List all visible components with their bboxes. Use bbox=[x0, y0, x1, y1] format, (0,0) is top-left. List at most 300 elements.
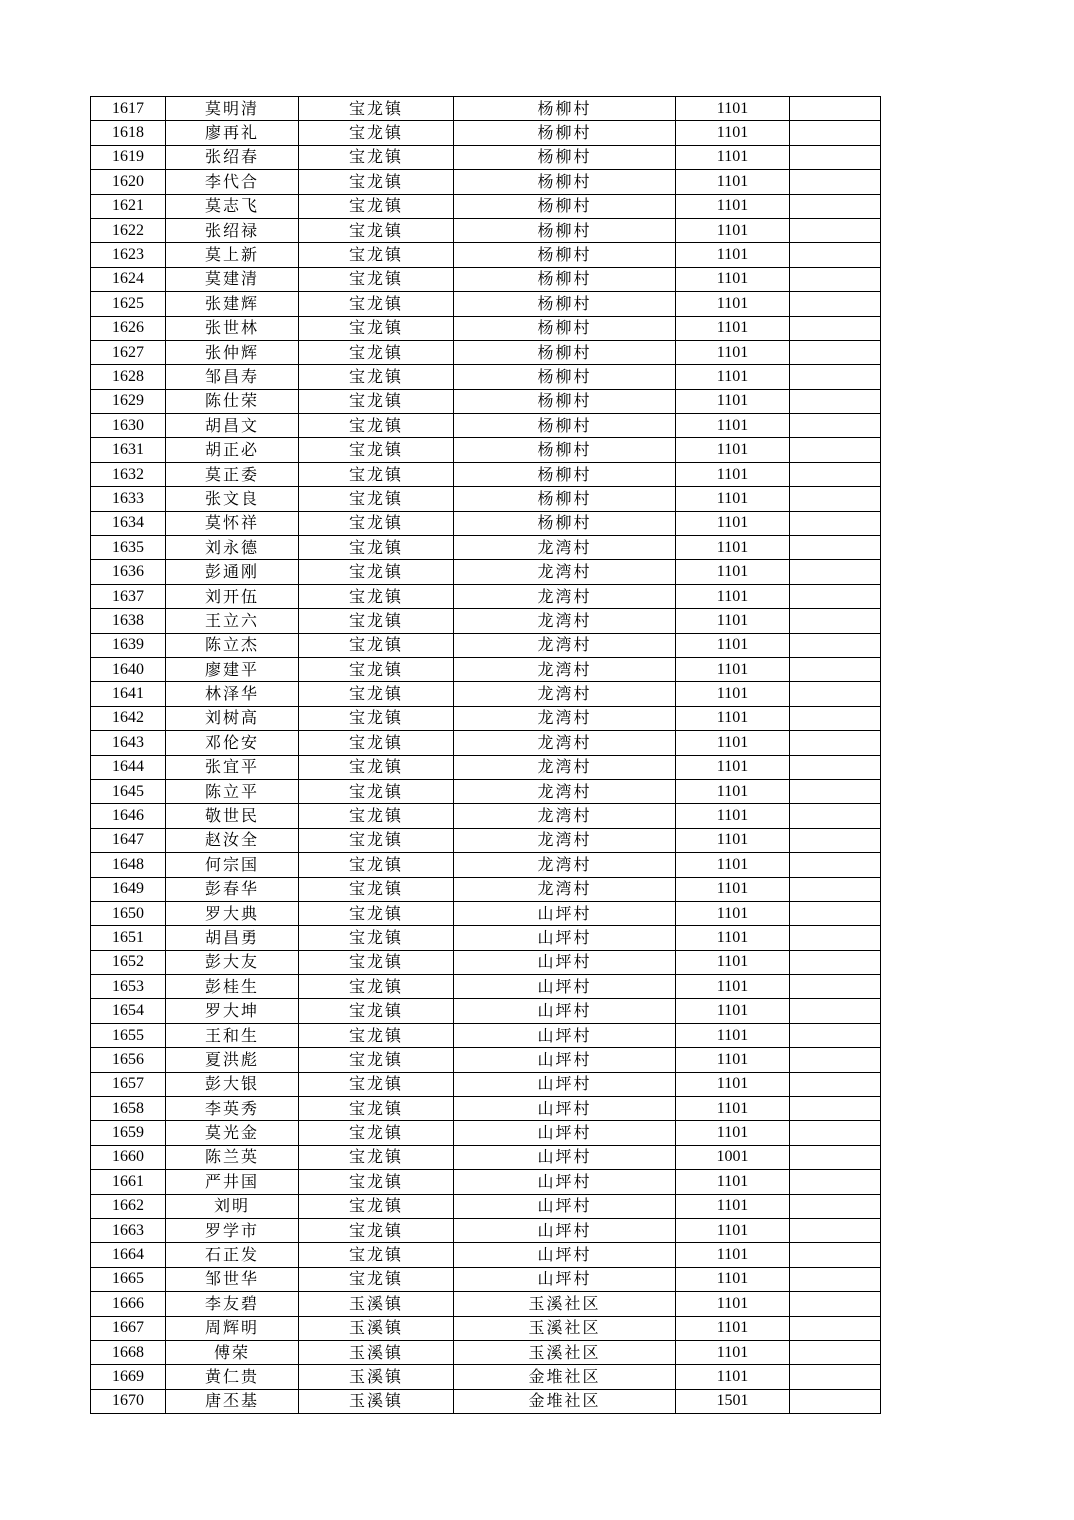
cell-village: 杨柳村 bbox=[454, 316, 676, 340]
cell-town: 宝龙镇 bbox=[299, 536, 454, 560]
cell-note bbox=[790, 414, 881, 438]
cell-name: 严井国 bbox=[166, 1170, 299, 1194]
cell-note bbox=[790, 511, 881, 535]
table-row bbox=[91, 487, 881, 511]
cell-code: 1101 bbox=[676, 316, 790, 340]
cell-town: 宝龙镇 bbox=[299, 804, 454, 828]
cell-village: 龙湾村 bbox=[454, 706, 676, 730]
cell-name: 莫正委 bbox=[166, 462, 299, 486]
cell-code: 1101 bbox=[676, 804, 790, 828]
cell-village: 龙湾村 bbox=[454, 633, 676, 657]
cell-village: 山坪村 bbox=[454, 975, 676, 999]
cell-town: 玉溪镇 bbox=[299, 1389, 454, 1413]
cell-code: 1101 bbox=[676, 97, 790, 121]
cell-town: 宝龙镇 bbox=[299, 414, 454, 438]
roster-body bbox=[91, 97, 881, 1414]
cell-note bbox=[790, 731, 881, 755]
cell-note bbox=[790, 975, 881, 999]
table-row bbox=[91, 950, 881, 974]
cell-village: 龙湾村 bbox=[454, 877, 676, 901]
table-row bbox=[91, 804, 881, 828]
cell-number: 1640 bbox=[91, 657, 166, 681]
cell-village: 山坪村 bbox=[454, 950, 676, 974]
cell-name: 张世林 bbox=[166, 316, 299, 340]
cell-name: 张绍春 bbox=[166, 145, 299, 169]
cell-number: 1630 bbox=[91, 414, 166, 438]
cell-name: 莫上新 bbox=[166, 243, 299, 267]
cell-town: 宝龙镇 bbox=[299, 1145, 454, 1169]
cell-number: 1662 bbox=[91, 1194, 166, 1218]
cell-village: 龙湾村 bbox=[454, 828, 676, 852]
cell-town: 玉溪镇 bbox=[299, 1292, 454, 1316]
table-row bbox=[91, 365, 881, 389]
cell-code: 1101 bbox=[676, 1023, 790, 1047]
cell-code: 1101 bbox=[676, 633, 790, 657]
cell-code: 1101 bbox=[676, 536, 790, 560]
cell-name: 刘明 bbox=[166, 1194, 299, 1218]
table-row bbox=[91, 1365, 881, 1389]
cell-number: 1669 bbox=[91, 1365, 166, 1389]
table-row bbox=[91, 609, 881, 633]
cell-name: 王立六 bbox=[166, 609, 299, 633]
cell-note bbox=[790, 316, 881, 340]
cell-number: 1622 bbox=[91, 218, 166, 242]
table-row bbox=[91, 1316, 881, 1340]
table-row bbox=[91, 1023, 881, 1047]
table-row bbox=[91, 1292, 881, 1316]
cell-note bbox=[790, 462, 881, 486]
cell-note bbox=[790, 828, 881, 852]
cell-name: 唐丕基 bbox=[166, 1389, 299, 1413]
cell-code: 1101 bbox=[676, 1267, 790, 1291]
cell-town: 宝龙镇 bbox=[299, 1121, 454, 1145]
cell-code: 1101 bbox=[676, 828, 790, 852]
cell-code: 1101 bbox=[676, 1194, 790, 1218]
cell-note bbox=[790, 1292, 881, 1316]
cell-village: 山坪村 bbox=[454, 1048, 676, 1072]
cell-code: 1101 bbox=[676, 755, 790, 779]
cell-note bbox=[790, 1243, 881, 1267]
table-row bbox=[91, 901, 881, 925]
table-row bbox=[91, 243, 881, 267]
cell-name: 邓伦安 bbox=[166, 731, 299, 755]
cell-name: 彭春华 bbox=[166, 877, 299, 901]
cell-note bbox=[790, 853, 881, 877]
cell-name: 彭桂生 bbox=[166, 975, 299, 999]
cell-code: 1101 bbox=[676, 218, 790, 242]
cell-village: 杨柳村 bbox=[454, 438, 676, 462]
table-row bbox=[91, 633, 881, 657]
cell-name: 李代合 bbox=[166, 170, 299, 194]
cell-name: 彭大银 bbox=[166, 1072, 299, 1096]
table-row bbox=[91, 1072, 881, 1096]
cell-town: 宝龙镇 bbox=[299, 828, 454, 852]
cell-code: 1101 bbox=[676, 462, 790, 486]
cell-note bbox=[790, 706, 881, 730]
cell-town: 宝龙镇 bbox=[299, 365, 454, 389]
cell-note bbox=[790, 755, 881, 779]
table-row bbox=[91, 1170, 881, 1194]
cell-town: 宝龙镇 bbox=[299, 584, 454, 608]
table-row bbox=[91, 682, 881, 706]
cell-village: 龙湾村 bbox=[454, 560, 676, 584]
cell-code: 1101 bbox=[676, 243, 790, 267]
cell-number: 1633 bbox=[91, 487, 166, 511]
cell-town: 宝龙镇 bbox=[299, 1218, 454, 1242]
cell-code: 1101 bbox=[676, 194, 790, 218]
cell-village: 山坪村 bbox=[454, 1243, 676, 1267]
cell-note bbox=[790, 1048, 881, 1072]
cell-name: 张仲辉 bbox=[166, 340, 299, 364]
cell-town: 宝龙镇 bbox=[299, 975, 454, 999]
roster-table bbox=[90, 96, 881, 1414]
cell-code: 1101 bbox=[676, 414, 790, 438]
cell-town: 宝龙镇 bbox=[299, 560, 454, 584]
cell-number: 1636 bbox=[91, 560, 166, 584]
table-row bbox=[91, 779, 881, 803]
cell-number: 1646 bbox=[91, 804, 166, 828]
cell-note bbox=[790, 438, 881, 462]
cell-town: 宝龙镇 bbox=[299, 877, 454, 901]
cell-note bbox=[790, 1097, 881, 1121]
cell-note bbox=[790, 1072, 881, 1096]
cell-village: 山坪村 bbox=[454, 1097, 676, 1121]
cell-village: 山坪村 bbox=[454, 1218, 676, 1242]
cell-note bbox=[790, 243, 881, 267]
cell-village: 杨柳村 bbox=[454, 414, 676, 438]
cell-village: 山坪村 bbox=[454, 1023, 676, 1047]
cell-name: 莫怀祥 bbox=[166, 511, 299, 535]
cell-town: 宝龙镇 bbox=[299, 609, 454, 633]
table-row bbox=[91, 194, 881, 218]
cell-note bbox=[790, 1365, 881, 1389]
cell-name: 傅荣 bbox=[166, 1340, 299, 1364]
cell-village: 山坪村 bbox=[454, 926, 676, 950]
cell-note bbox=[790, 121, 881, 145]
table-row bbox=[91, 389, 881, 413]
cell-name: 张建辉 bbox=[166, 292, 299, 316]
table-row bbox=[91, 1145, 881, 1169]
cell-town: 宝龙镇 bbox=[299, 1072, 454, 1096]
cell-note bbox=[790, 926, 881, 950]
cell-note bbox=[790, 804, 881, 828]
cell-village: 山坪村 bbox=[454, 1072, 676, 1096]
cell-name: 何宗国 bbox=[166, 853, 299, 877]
cell-number: 1635 bbox=[91, 536, 166, 560]
cell-name: 刘开伍 bbox=[166, 584, 299, 608]
cell-name: 彭通刚 bbox=[166, 560, 299, 584]
cell-note bbox=[790, 389, 881, 413]
cell-name: 罗大典 bbox=[166, 901, 299, 925]
table-row bbox=[91, 1267, 881, 1291]
cell-number: 1628 bbox=[91, 365, 166, 389]
cell-note bbox=[790, 682, 881, 706]
cell-code: 1101 bbox=[676, 609, 790, 633]
cell-number: 1661 bbox=[91, 1170, 166, 1194]
cell-town: 宝龙镇 bbox=[299, 97, 454, 121]
cell-village: 山坪村 bbox=[454, 999, 676, 1023]
cell-village: 玉溪社区 bbox=[454, 1292, 676, 1316]
cell-village: 杨柳村 bbox=[454, 97, 676, 121]
cell-name: 胡昌勇 bbox=[166, 926, 299, 950]
cell-number: 1637 bbox=[91, 584, 166, 608]
table-row bbox=[91, 462, 881, 486]
cell-code: 1101 bbox=[676, 267, 790, 291]
cell-note bbox=[790, 633, 881, 657]
cell-name: 胡昌文 bbox=[166, 414, 299, 438]
cell-code: 1101 bbox=[676, 731, 790, 755]
cell-code: 1101 bbox=[676, 1048, 790, 1072]
cell-village: 金堆社区 bbox=[454, 1389, 676, 1413]
cell-note bbox=[790, 901, 881, 925]
cell-code: 1101 bbox=[676, 901, 790, 925]
cell-name: 赵汝全 bbox=[166, 828, 299, 852]
cell-town: 宝龙镇 bbox=[299, 243, 454, 267]
cell-name: 莫志飞 bbox=[166, 194, 299, 218]
cell-town: 玉溪镇 bbox=[299, 1340, 454, 1364]
cell-name: 莫光金 bbox=[166, 1121, 299, 1145]
cell-village: 杨柳村 bbox=[454, 340, 676, 364]
table-row bbox=[91, 267, 881, 291]
table-row bbox=[91, 1340, 881, 1364]
cell-note bbox=[790, 1218, 881, 1242]
cell-town: 宝龙镇 bbox=[299, 901, 454, 925]
cell-code: 1101 bbox=[676, 1292, 790, 1316]
cell-name: 张宜平 bbox=[166, 755, 299, 779]
cell-code: 1101 bbox=[676, 145, 790, 169]
cell-code: 1101 bbox=[676, 1170, 790, 1194]
table-row bbox=[91, 414, 881, 438]
cell-name: 胡正必 bbox=[166, 438, 299, 462]
cell-note bbox=[790, 999, 881, 1023]
cell-number: 1626 bbox=[91, 316, 166, 340]
cell-village: 龙湾村 bbox=[454, 682, 676, 706]
cell-number: 1643 bbox=[91, 731, 166, 755]
table-row bbox=[91, 657, 881, 681]
cell-note bbox=[790, 1389, 881, 1413]
cell-code: 1101 bbox=[676, 1097, 790, 1121]
cell-note bbox=[790, 1145, 881, 1169]
cell-number: 1629 bbox=[91, 389, 166, 413]
cell-number: 1658 bbox=[91, 1097, 166, 1121]
cell-code: 1101 bbox=[676, 511, 790, 535]
cell-name: 陈立平 bbox=[166, 779, 299, 803]
cell-number: 1664 bbox=[91, 1243, 166, 1267]
cell-town: 宝龙镇 bbox=[299, 755, 454, 779]
cell-note bbox=[790, 560, 881, 584]
table-row bbox=[91, 731, 881, 755]
cell-name: 夏洪彪 bbox=[166, 1048, 299, 1072]
cell-code: 1101 bbox=[676, 682, 790, 706]
table-row bbox=[91, 121, 881, 145]
cell-town: 宝龙镇 bbox=[299, 389, 454, 413]
cell-village: 杨柳村 bbox=[454, 243, 676, 267]
cell-code: 1101 bbox=[676, 950, 790, 974]
cell-code: 1101 bbox=[676, 779, 790, 803]
cell-name: 陈立杰 bbox=[166, 633, 299, 657]
cell-village: 杨柳村 bbox=[454, 170, 676, 194]
cell-code: 1501 bbox=[676, 1389, 790, 1413]
cell-village: 龙湾村 bbox=[454, 584, 676, 608]
cell-number: 1620 bbox=[91, 170, 166, 194]
cell-code: 1101 bbox=[676, 121, 790, 145]
cell-name: 王和生 bbox=[166, 1023, 299, 1047]
cell-name: 林泽华 bbox=[166, 682, 299, 706]
cell-number: 1656 bbox=[91, 1048, 166, 1072]
cell-village: 杨柳村 bbox=[454, 511, 676, 535]
table-row bbox=[91, 828, 881, 852]
cell-code: 1101 bbox=[676, 292, 790, 316]
cell-number: 1651 bbox=[91, 926, 166, 950]
cell-note bbox=[790, 1194, 881, 1218]
cell-name: 陈兰英 bbox=[166, 1145, 299, 1169]
cell-number: 1623 bbox=[91, 243, 166, 267]
cell-code: 1101 bbox=[676, 584, 790, 608]
cell-number: 1648 bbox=[91, 853, 166, 877]
cell-code: 1001 bbox=[676, 1145, 790, 1169]
table-row bbox=[91, 170, 881, 194]
cell-note bbox=[790, 1340, 881, 1364]
cell-town: 宝龙镇 bbox=[299, 121, 454, 145]
cell-code: 1101 bbox=[676, 999, 790, 1023]
cell-note bbox=[790, 1267, 881, 1291]
table-row bbox=[91, 1218, 881, 1242]
cell-town: 宝龙镇 bbox=[299, 1023, 454, 1047]
cell-code: 1101 bbox=[676, 560, 790, 584]
cell-town: 宝龙镇 bbox=[299, 145, 454, 169]
cell-code: 1101 bbox=[676, 706, 790, 730]
cell-note bbox=[790, 1121, 881, 1145]
cell-village: 杨柳村 bbox=[454, 267, 676, 291]
cell-note bbox=[790, 218, 881, 242]
cell-code: 1101 bbox=[676, 1243, 790, 1267]
cell-number: 1624 bbox=[91, 267, 166, 291]
cell-number: 1657 bbox=[91, 1072, 166, 1096]
cell-number: 1655 bbox=[91, 1023, 166, 1047]
cell-town: 宝龙镇 bbox=[299, 950, 454, 974]
cell-number: 1667 bbox=[91, 1316, 166, 1340]
cell-number: 1660 bbox=[91, 1145, 166, 1169]
cell-village: 杨柳村 bbox=[454, 462, 676, 486]
table-row bbox=[91, 755, 881, 779]
cell-note bbox=[790, 950, 881, 974]
cell-note bbox=[790, 170, 881, 194]
table-row bbox=[91, 584, 881, 608]
cell-number: 1617 bbox=[91, 97, 166, 121]
cell-village: 龙湾村 bbox=[454, 657, 676, 681]
cell-town: 宝龙镇 bbox=[299, 170, 454, 194]
cell-village: 杨柳村 bbox=[454, 145, 676, 169]
cell-town: 玉溪镇 bbox=[299, 1365, 454, 1389]
cell-name: 黄仁贵 bbox=[166, 1365, 299, 1389]
cell-town: 宝龙镇 bbox=[299, 511, 454, 535]
cell-note bbox=[790, 487, 881, 511]
cell-village: 山坪村 bbox=[454, 1267, 676, 1291]
cell-name: 罗大坤 bbox=[166, 999, 299, 1023]
cell-number: 1647 bbox=[91, 828, 166, 852]
cell-code: 1101 bbox=[676, 1121, 790, 1145]
cell-town: 宝龙镇 bbox=[299, 1097, 454, 1121]
cell-town: 宝龙镇 bbox=[299, 706, 454, 730]
cell-village: 山坪村 bbox=[454, 1194, 676, 1218]
cell-name: 李友碧 bbox=[166, 1292, 299, 1316]
cell-village: 玉溪社区 bbox=[454, 1316, 676, 1340]
table-row bbox=[91, 340, 881, 364]
table-row bbox=[91, 1048, 881, 1072]
cell-name: 周辉明 bbox=[166, 1316, 299, 1340]
cell-note bbox=[790, 145, 881, 169]
cell-town: 宝龙镇 bbox=[299, 779, 454, 803]
cell-number: 1642 bbox=[91, 706, 166, 730]
cell-number: 1644 bbox=[91, 755, 166, 779]
cell-name: 张文良 bbox=[166, 487, 299, 511]
cell-village: 龙湾村 bbox=[454, 536, 676, 560]
cell-number: 1654 bbox=[91, 999, 166, 1023]
cell-number: 1645 bbox=[91, 779, 166, 803]
cell-town: 宝龙镇 bbox=[299, 1267, 454, 1291]
cell-number: 1665 bbox=[91, 1267, 166, 1291]
cell-town: 玉溪镇 bbox=[299, 1316, 454, 1340]
cell-village: 山坪村 bbox=[454, 1121, 676, 1145]
cell-code: 1101 bbox=[676, 1316, 790, 1340]
cell-town: 宝龙镇 bbox=[299, 292, 454, 316]
cell-village: 龙湾村 bbox=[454, 853, 676, 877]
table-row bbox=[91, 97, 881, 121]
cell-town: 宝龙镇 bbox=[299, 633, 454, 657]
table-row bbox=[91, 292, 881, 316]
cell-name: 刘永德 bbox=[166, 536, 299, 560]
cell-note bbox=[790, 779, 881, 803]
cell-village: 杨柳村 bbox=[454, 389, 676, 413]
table-row bbox=[91, 218, 881, 242]
cell-town: 宝龙镇 bbox=[299, 194, 454, 218]
cell-note bbox=[790, 292, 881, 316]
cell-town: 宝龙镇 bbox=[299, 218, 454, 242]
cell-name: 罗学市 bbox=[166, 1218, 299, 1242]
cell-village: 山坪村 bbox=[454, 901, 676, 925]
cell-number: 1625 bbox=[91, 292, 166, 316]
cell-note bbox=[790, 657, 881, 681]
cell-village: 杨柳村 bbox=[454, 121, 676, 145]
cell-note bbox=[790, 194, 881, 218]
table-row bbox=[91, 975, 881, 999]
cell-code: 1101 bbox=[676, 1218, 790, 1242]
cell-number: 1659 bbox=[91, 1121, 166, 1145]
cell-code: 1101 bbox=[676, 975, 790, 999]
cell-code: 1101 bbox=[676, 365, 790, 389]
cell-village: 龙湾村 bbox=[454, 804, 676, 828]
cell-name: 李英秀 bbox=[166, 1097, 299, 1121]
cell-name: 陈仕荣 bbox=[166, 389, 299, 413]
cell-village: 杨柳村 bbox=[454, 487, 676, 511]
cell-number: 1632 bbox=[91, 462, 166, 486]
cell-village: 龙湾村 bbox=[454, 755, 676, 779]
table-row bbox=[91, 1389, 881, 1413]
cell-name: 彭大友 bbox=[166, 950, 299, 974]
cell-number: 1641 bbox=[91, 682, 166, 706]
cell-town: 宝龙镇 bbox=[299, 657, 454, 681]
table-row bbox=[91, 316, 881, 340]
cell-note bbox=[790, 1170, 881, 1194]
cell-number: 1634 bbox=[91, 511, 166, 535]
cell-town: 宝龙镇 bbox=[299, 682, 454, 706]
cell-number: 1649 bbox=[91, 877, 166, 901]
cell-note bbox=[790, 609, 881, 633]
cell-note bbox=[790, 584, 881, 608]
cell-town: 宝龙镇 bbox=[299, 438, 454, 462]
table-row bbox=[91, 1121, 881, 1145]
cell-number: 1639 bbox=[91, 633, 166, 657]
